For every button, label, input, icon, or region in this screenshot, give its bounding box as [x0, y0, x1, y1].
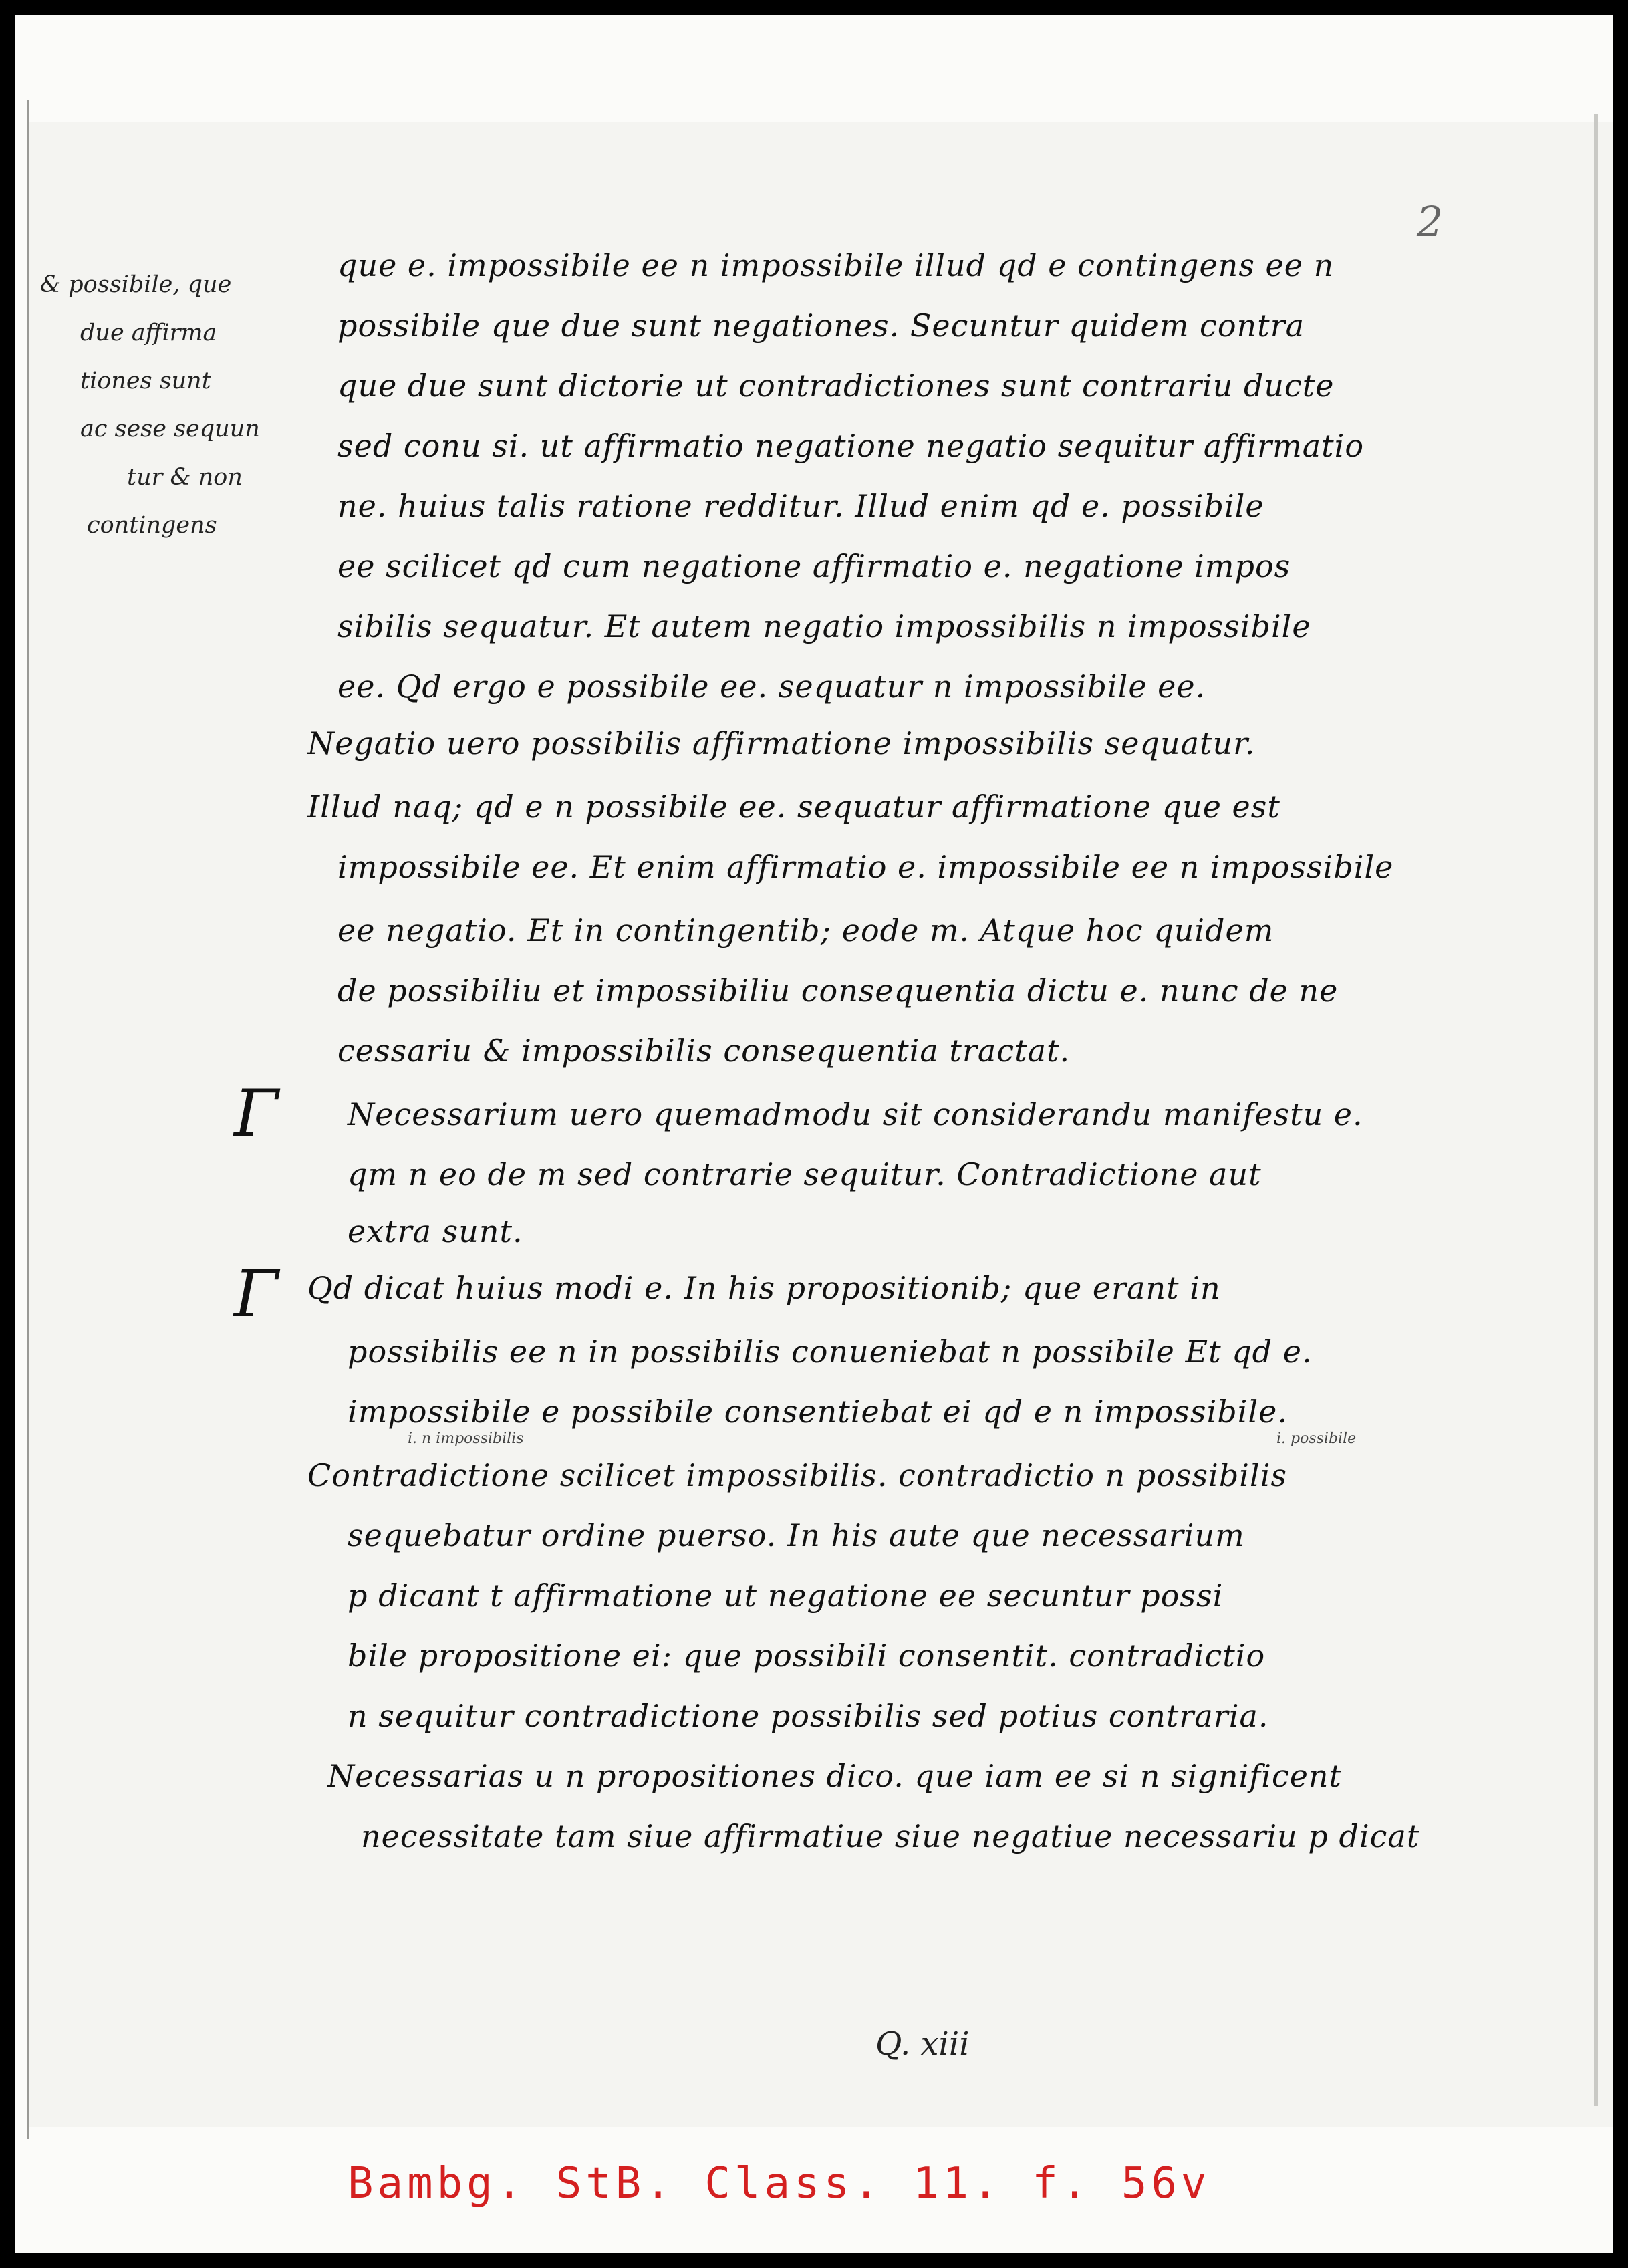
paragraph-mark: Γ	[234, 1257, 279, 1332]
text-line: de possibiliu et impossibiliu consequentia dictu e. nunc de ne	[337, 973, 1339, 1009]
text-line: possibilis ee n in possibilis conueniebat n possibile Et qd e.	[348, 1334, 1313, 1370]
gloss-line: contingens	[87, 512, 217, 539]
gloss-line: due affirma	[80, 320, 217, 346]
folio-number: 2	[1417, 197, 1444, 246]
text-line: Necessarium uero quemadmodu sit considerandu manifestu e.	[348, 1096, 1363, 1132]
text-line: impossibile ee. Et enim affirmatio e. impossibile ee n impossibile	[337, 849, 1394, 885]
text-line: ne. huius talis ratione redditur. Illud enim qd e. possibile	[337, 488, 1264, 524]
text-line: p dicant t affirmatione ut negatione ee secuntur possi	[348, 1578, 1224, 1614]
gloss-line: ac sese sequun	[80, 416, 260, 443]
text-line: Contradictione scilicet impossibilis. contradictio n possibilis	[307, 1457, 1288, 1493]
text-line: Illud naq; qd e n possibile ee. sequatur affirmatione que est	[307, 789, 1280, 825]
page-edge	[1594, 114, 1598, 2106]
text-line: ee. Qd ergo e possibile ee. sequatur n impossibile ee.	[337, 668, 1206, 705]
binding-edge	[27, 100, 29, 2139]
text-line: ee scilicet qd cum negatione affirmatio e. negatione impos	[337, 548, 1291, 584]
text-line: qm n eo de m sed contrarie sequitur. Contradictione aut	[348, 1156, 1262, 1192]
text-line: extra sunt.	[348, 1213, 523, 1249]
paragraph-mark: Γ	[234, 1076, 279, 1151]
text-line: sed conu si. ut affirmatio negatione negatio sequitur affirmatio	[337, 428, 1365, 464]
text-line: sequebatur ordine puerso. In his aute que necessarium	[348, 1517, 1245, 1553]
text-line: que e. impossibile ee n impossibile illud qd e contingens ee n	[337, 247, 1335, 283]
text-line: necessitate tam siue affirmatiue siue negatiue necessariu p dicat	[361, 1818, 1420, 1854]
gloss-line: & possibile, que	[40, 271, 232, 298]
text-line: cessariu & impossibilis consequentia tractat.	[337, 1033, 1071, 1069]
text-line: impossibile e possibile consentiebat ei qd e n impossibile.	[348, 1394, 1288, 1430]
shelfmark-annotation: Bambg. StB. Class. 11. f. 56v	[348, 2159, 1211, 2209]
gloss-line: tur & non	[127, 464, 243, 491]
text-line: bile propositione ei: que possibili consentit. contradictio	[348, 1638, 1266, 1674]
catchword: Q. xiii	[875, 2025, 970, 2063]
margin-gloss	[40, 261, 294, 549]
text-line: Necessarias u n propositiones dico. que iam ee si n significent	[327, 1758, 1343, 1794]
gloss-line: tiones sunt	[80, 368, 211, 394]
interlinear-note: i. possibile	[1276, 1430, 1357, 1447]
text-line: n sequitur contradictione possibilis sed potius contraria.	[348, 1698, 1269, 1734]
text-line: Qd dicat huius modi e. In his propositionib; que erant in	[307, 1270, 1221, 1306]
text-line: possibile que due sunt negationes. Secuntur quidem contra	[337, 307, 1305, 344]
interlinear-note: i. n impossibilis	[408, 1430, 524, 1447]
text-line: sibilis sequatur. Et autem negatio impossibilis n impossibile	[337, 608, 1311, 644]
text-line: que due sunt dictorie ut contradictiones sunt contrariu ducte	[337, 368, 1335, 404]
text-line: Negatio uero possibilis affirmatione impossibilis sequatur.	[307, 725, 1256, 761]
text-line: ee negatio. Et in contingentib; eode m. Atque hoc quidem	[337, 912, 1274, 949]
